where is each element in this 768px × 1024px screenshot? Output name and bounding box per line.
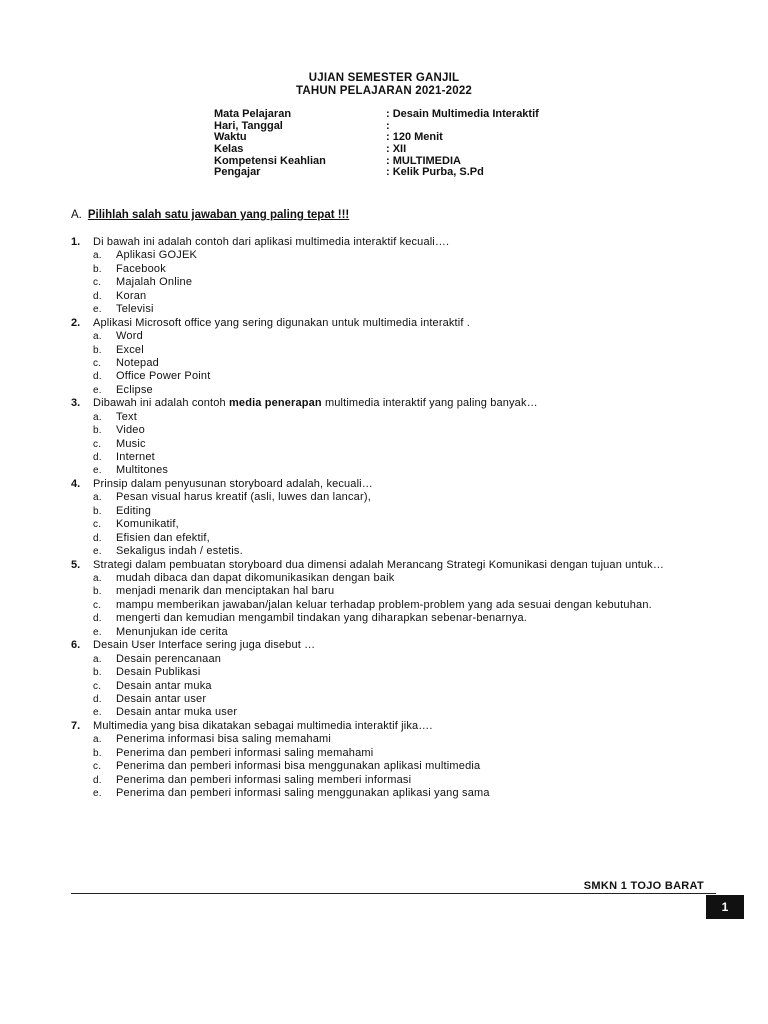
section-heading <box>71 209 349 221</box>
answer-option <box>93 249 715 262</box>
option-letter: b. <box>93 747 102 759</box>
info-label: Hari, Tanggal <box>214 119 283 132</box>
question-text <box>93 317 715 330</box>
info-value: : 120 Menit <box>386 131 443 144</box>
question-number: 1. <box>71 236 81 248</box>
exam-title: UJIAN SEMESTER GANJIL <box>308 72 460 84</box>
answer-option <box>93 263 715 276</box>
answer-option <box>93 653 715 666</box>
option-letter: a. <box>93 411 102 423</box>
option-text: Desain antar user <box>116 692 207 705</box>
question-list <box>71 236 715 800</box>
option-letter: e. <box>93 465 102 477</box>
option-letter: d. <box>93 532 102 544</box>
info-label: Pengajar <box>214 166 261 179</box>
answer-option <box>93 787 715 800</box>
answer-option <box>93 760 715 773</box>
option-text: Majalah Online <box>116 276 193 289</box>
answer-option <box>93 411 715 424</box>
answer-option <box>93 491 715 504</box>
option-letter: c. <box>93 519 102 531</box>
option-letter: c. <box>93 761 102 773</box>
footer-school-name: SMKN 1 TOJO BARAT <box>583 880 704 892</box>
option-text: Efisien dan efektif, <box>116 531 210 544</box>
exam-info-table <box>214 109 539 179</box>
answer-option <box>93 276 715 289</box>
question-item <box>71 236 715 317</box>
info-label: Mata Pelajaran <box>214 108 292 120</box>
question-text-part: Dibawah ini adalah contoh <box>93 397 229 410</box>
answer-option <box>93 438 715 451</box>
question-item <box>71 317 715 398</box>
question-text <box>93 720 715 733</box>
page-number-badge: 1 <box>706 895 744 919</box>
option-text: Facebook <box>116 262 166 275</box>
option-letter: c. <box>93 277 102 289</box>
option-text: mengerti dan kemudian mengambil tindakan yang diharapkan sebenar-benarnya. <box>116 612 528 625</box>
option-letter: b. <box>93 667 102 679</box>
answer-option <box>93 370 715 383</box>
question-text <box>93 559 715 572</box>
option-list <box>93 330 715 397</box>
option-text: Desain antar muka user <box>116 706 238 719</box>
option-letter: a. <box>93 653 102 665</box>
option-letter: b. <box>93 505 102 517</box>
option-text: Editing <box>116 504 152 517</box>
option-letter: a. <box>93 331 102 343</box>
answer-option <box>93 330 715 343</box>
info-row <box>214 121 539 133</box>
question-item <box>71 397 715 478</box>
info-row <box>214 132 539 144</box>
answer-option <box>93 680 715 693</box>
option-letter: d. <box>93 774 102 786</box>
answer-option <box>93 505 715 518</box>
option-letter: d. <box>93 371 102 383</box>
question-number: 3. <box>71 397 81 410</box>
option-text: Penerima dan pemberi informasi bisa menggunakan aplikasi multimedia <box>116 760 481 773</box>
option-text: Video <box>116 424 145 437</box>
option-text: Notepad <box>116 356 159 369</box>
question-number: 4. <box>71 477 81 490</box>
info-label: Waktu <box>214 131 247 144</box>
option-letter: b. <box>93 586 102 598</box>
option-letter: c. <box>93 680 102 692</box>
answer-option <box>93 424 715 437</box>
section-letter: A. <box>71 209 82 221</box>
question-text <box>93 236 715 249</box>
option-text: mudah dibaca dan dapat dikomunikasikan dengan baik <box>116 572 395 585</box>
answer-option <box>93 532 715 545</box>
question-text-part: Desain User Interface sering juga disebut … <box>93 639 316 652</box>
option-text: Word <box>116 330 143 343</box>
option-text: Penerima informasi bisa saling memahami <box>116 733 332 746</box>
info-value: : XII <box>386 143 407 156</box>
answer-option <box>93 518 715 531</box>
option-text: Eclipse <box>116 383 153 396</box>
option-text: Televisi <box>116 303 154 316</box>
question-number: 6. <box>71 639 81 652</box>
option-text: Aplikasi GOJEK <box>116 249 198 262</box>
question-number: 5. <box>71 558 81 571</box>
answer-option <box>93 774 715 787</box>
option-text: mampu memberikan jawaban/jalan keluar terhadap problem-problem yang ada sesuai dengan kebutuhan. <box>116 598 652 611</box>
info-row <box>214 144 539 156</box>
question-text-part: Strategi dalam pembuatan storyboard dua dimensi adalah Merancang Strategi Komunikasi dengan tujuan untuk… <box>93 558 664 571</box>
option-text: Sekaligus indah / estetis. <box>116 545 243 558</box>
question-text-emphasis: media penerapan <box>229 397 322 410</box>
question-text-part: Aplikasi Microsoft office yang sering digunakan untuk multimedia interaktif . <box>93 316 470 329</box>
option-text: Pesan visual harus kreatif (asli, luwes dan lancar), <box>116 491 371 504</box>
option-letter: d. <box>93 693 102 705</box>
question-item <box>71 559 715 640</box>
question-text <box>93 639 715 652</box>
option-text: Penerima dan pemberi informasi saling menggunakan aplikasi yang sama <box>116 787 490 800</box>
answer-option <box>93 747 715 760</box>
question-item <box>71 478 715 559</box>
option-text: Menunjukan ide cerita <box>116 625 228 638</box>
option-letter: e. <box>93 788 102 800</box>
academic-year-title: TAHUN PELAJARAN 2021-2022 <box>295 85 473 97</box>
option-letter: b. <box>93 263 102 275</box>
info-value: : MULTIMEDIA <box>386 154 461 167</box>
option-text: Koran <box>116 289 147 302</box>
answer-option <box>93 585 715 598</box>
footer-divider <box>71 893 716 894</box>
option-letter: c. <box>93 357 102 369</box>
answer-option <box>93 693 715 706</box>
answer-option <box>93 357 715 370</box>
question-number: 2. <box>71 316 81 329</box>
option-text: Music <box>116 437 146 450</box>
option-letter: e. <box>93 626 102 638</box>
option-text: Komunikatif, <box>116 518 179 531</box>
option-text: Office Power Point <box>116 370 211 383</box>
info-row <box>214 167 539 179</box>
option-letter: d. <box>93 290 102 302</box>
info-value: : Desain Multimedia Interaktif <box>386 108 539 120</box>
answer-option <box>93 599 715 612</box>
question-text-part: Multimedia yang bisa dikatakan sebagai multimedia interaktif jika…. <box>93 719 433 732</box>
option-text: Desain perencanaan <box>116 652 222 665</box>
answer-option <box>93 612 715 625</box>
answer-option <box>93 733 715 746</box>
question-text <box>93 397 715 410</box>
option-letter: c. <box>93 438 102 450</box>
answer-option <box>93 706 715 719</box>
answer-option <box>93 545 715 558</box>
info-value: : <box>386 119 390 132</box>
option-letter: d. <box>93 613 102 625</box>
option-text: Penerima dan pemberi informasi saling memberi informasi <box>116 773 412 786</box>
question-text-part: multimedia interaktif yang paling banyak… <box>321 397 538 410</box>
option-text: Excel <box>116 343 144 356</box>
option-list <box>93 733 715 800</box>
question-text-part: Prinsip dalam penyusunan storyboard adalah, kecuali… <box>93 477 373 490</box>
answer-option <box>93 666 715 679</box>
answer-option <box>93 626 715 639</box>
option-letter: e. <box>93 304 102 316</box>
info-label: Kompetensi Keahlian <box>214 154 326 167</box>
option-letter: e. <box>93 546 102 558</box>
option-text: menjadi menarik dan menciptakan hal baru <box>116 585 335 598</box>
question-text-part: Di bawah ini adalah contoh dari aplikasi multimedia interaktif kecuali…. <box>93 236 450 248</box>
option-list <box>93 572 715 639</box>
answer-option <box>93 303 715 316</box>
info-row <box>214 109 539 121</box>
answer-option <box>93 290 715 303</box>
option-list <box>93 653 715 720</box>
option-list <box>93 491 715 558</box>
option-letter: e. <box>93 707 102 719</box>
option-letter: d. <box>93 452 102 464</box>
option-letter: a. <box>93 734 102 746</box>
option-letter: a. <box>93 492 102 504</box>
question-number: 7. <box>71 719 81 732</box>
info-row <box>214 156 539 168</box>
answer-option <box>93 344 715 357</box>
option-text: Desain antar muka <box>116 679 212 692</box>
option-text: Desain Publikasi <box>116 666 201 679</box>
option-letter: b. <box>93 425 102 437</box>
answer-option <box>93 451 715 464</box>
info-value: : Kelik Purba, S.Pd <box>386 166 484 179</box>
section-instruction: Pilihlah salah satu jawaban yang paling tepat !!! <box>87 209 350 221</box>
question-text <box>93 478 715 491</box>
option-letter: a. <box>93 573 102 585</box>
answer-option <box>93 572 715 585</box>
option-letter: a. <box>93 250 102 262</box>
option-text: Text <box>116 410 137 423</box>
info-label: Kelas <box>214 143 244 156</box>
option-text: Internet <box>116 451 155 464</box>
question-item <box>71 639 715 720</box>
question-item <box>71 720 715 801</box>
option-text: Penerima dan pemberi informasi saling memahami <box>116 746 374 759</box>
answer-option <box>93 384 715 397</box>
answer-option <box>93 464 715 477</box>
option-letter: e. <box>93 384 102 396</box>
option-text: Multitones <box>116 464 169 477</box>
option-letter: b. <box>93 344 102 356</box>
option-list <box>93 411 715 478</box>
option-list <box>93 249 715 316</box>
option-letter: c. <box>93 599 102 611</box>
